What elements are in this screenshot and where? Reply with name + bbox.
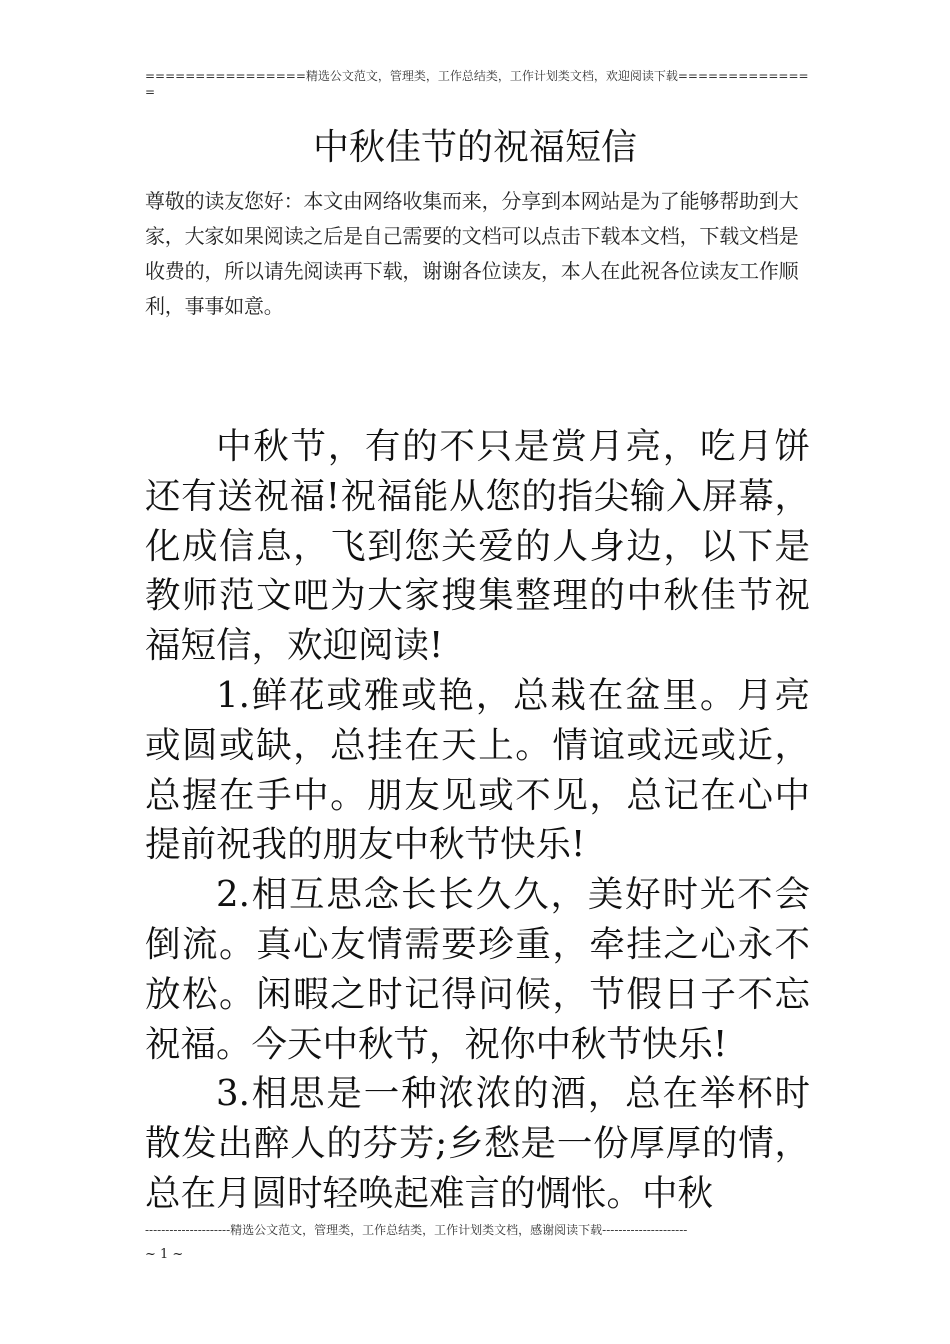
document-title: 中秋佳节的祝福短信 (312, 127, 637, 168)
intro-notice: 尊敬的读友您好：本文由网络收集而来，分享到本网站是为了能够帮助到大家，大家如果阅读之后是自己需要的文档可以点击下载本文档，下载文档是收费的，所以请先阅读再下载，谢谢各位读友，本人在此祝各位读友工作顺利，事事如意。 (145, 189, 799, 318)
paragraph-message-2: 2.相互思念长长久久，美好时光不会倒流。真心友情需要珍重，牵挂之心永不放松。闲暇之时记得问候，节假日子不忘祝福。今天中秋节，祝你中秋节快乐! (145, 874, 810, 1065)
paragraph-message-3: 3.相思是一种浓浓的酒，总在举杯时散发出醉人的芬芳;乡愁是一份厚厚的情，总在月圆时轻唤起难言的惆怅。中秋 (145, 1073, 810, 1214)
paragraph-intro: 中秋节，有的不只是赏月亮，吃月饼还有送祝福!祝福能从您的指尖输入屏幕，化成信息，飞到您关爱的人身边，以下是教师范文吧为大家搜集整理的中秋佳节祝福短信，欢迎阅读! (145, 426, 810, 667)
footer-banner: ---------------------精选公文范文，管理类，工作总结类，工作计划类文档，感谢阅读下载--------------------- (145, 1223, 688, 1237)
header-banner: ================精选公文范文，管理类，工作总结类，工作计划类文档，欢迎阅读下载============== (145, 69, 809, 99)
page-number: ~ 1 ~ (145, 1247, 184, 1262)
paragraph-message-1: 1.鲜花或雅或艳，总栽在盆里。月亮或圆或缺，总挂在天上。情谊或远或近，总握在手中。朋友见或不见，总记在心中提前祝我的朋友中秋节快乐! (145, 674, 810, 866)
article-body (145, 422, 810, 1219)
